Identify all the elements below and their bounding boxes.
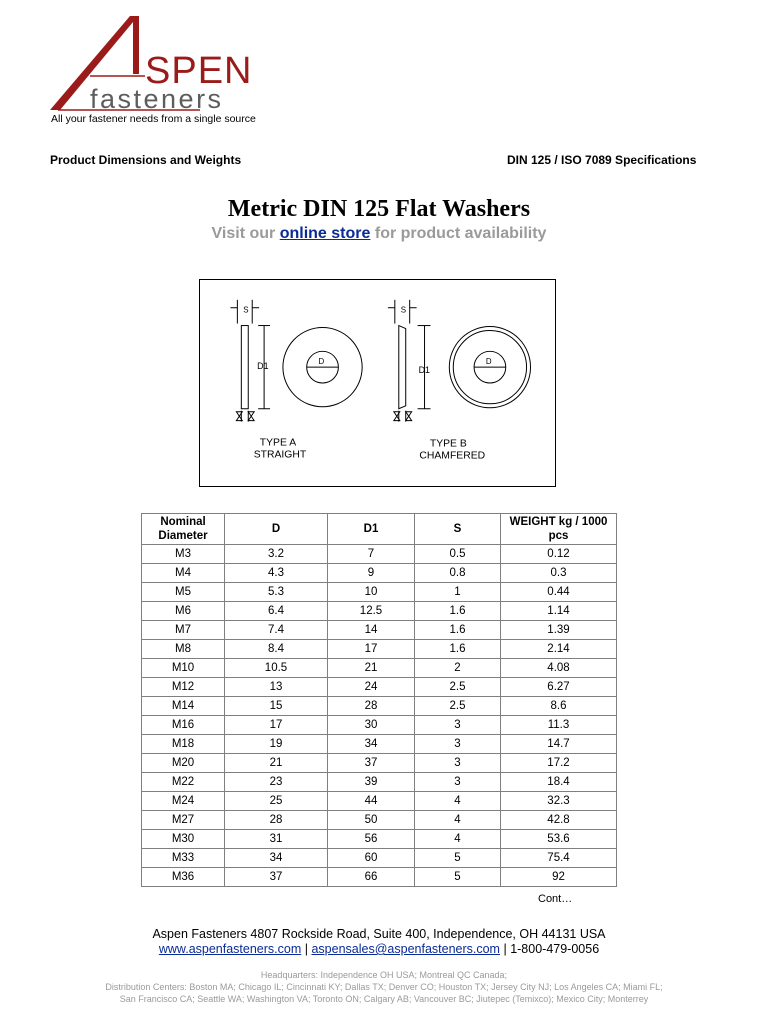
type-b-d1-label: D1 [418,365,430,376]
type-b-d-label: D [485,357,492,367]
table-cell: 2.14 [501,640,617,659]
table-cell: 3 [415,754,501,773]
table-cell: 0.44 [501,583,617,602]
washer-diagram [199,279,556,487]
logo-subtitle: fasteners [90,84,224,114]
footer-separator: | [304,942,308,956]
table-cell: M5 [142,583,225,602]
table-cell: 18.4 [501,773,617,792]
table-cell: 17 [328,640,415,659]
table-cell: 14 [328,621,415,640]
table-row [142,868,617,887]
table-cell: 66 [328,868,415,887]
table-cell: M20 [142,754,225,773]
distribution-line-1: Distribution Centers: Boston MA; Chicago IL; Cincinnati KY; Dallas TX; Denver CO; Houston TX; Jersey City NJ; Los Angeles CA; Miami FL; [105,982,663,992]
table-cell: 15 [225,697,328,716]
table-cell: 5 [415,849,501,868]
type-a-caption-2: STRAIGHT [253,449,307,461]
column-header: D [225,514,328,545]
table-row [142,659,617,678]
table-cell: 5.3 [225,583,328,602]
table-cell: 4 [415,830,501,849]
footer-address: Aspen Fasteners 4807 Rockside Road, Suite 400, Independence, OH 44131 USA [152,927,606,941]
table-cell: 34 [225,849,328,868]
table-cell: 21 [225,754,328,773]
table-cell: 8.6 [501,697,617,716]
table-cell: M27 [142,811,225,830]
table-cell: 44 [328,792,415,811]
table-cell: M18 [142,735,225,754]
table-row [142,716,617,735]
table-row [142,545,617,564]
table-cell: 19 [225,735,328,754]
table-cell: M8 [142,640,225,659]
website-link[interactable]: www.aspenfasteners.com [158,942,302,956]
table-cell: 2.5 [415,697,501,716]
email-link[interactable]: aspensales@aspenfasteners.com [311,942,500,956]
table-cell: 4 [415,792,501,811]
column-header: S [415,514,501,545]
table-row [142,735,617,754]
visit-line [0,225,758,243]
table-cell: 3.2 [225,545,328,564]
column-header: WEIGHT kg / 1000 pcs [501,514,617,545]
table-cell: 7.4 [225,621,328,640]
table-cell: M4 [142,564,225,583]
table-cell: 6.27 [501,678,617,697]
table-cell: 10 [328,583,415,602]
table-row [142,621,617,640]
table-cell: 10.5 [225,659,328,678]
table-cell: 30 [328,716,415,735]
table-cell: M30 [142,830,225,849]
table-cell: 53.6 [501,830,617,849]
table-cell: 4 [415,811,501,830]
table-cell: 3 [415,773,501,792]
visit-after: for product availability [374,225,547,242]
type-b-s-label: S [400,305,407,315]
table-cell: 1.39 [501,621,617,640]
table-cell: 1.6 [415,621,501,640]
table-cell: 56 [328,830,415,849]
visit-before: Visit our [211,225,276,242]
type-a-d1-label: D1 [257,361,269,372]
table-cell: M24 [142,792,225,811]
table-cell: 1.6 [415,640,501,659]
table-cell: 32.3 [501,792,617,811]
table-cell: 0.8 [415,564,501,583]
table-row [142,830,617,849]
table-cell: 14.7 [501,735,617,754]
table-cell: 13 [225,678,328,697]
table-cell: 21 [328,659,415,678]
table-cell: 50 [328,811,415,830]
table-cell: 8.4 [225,640,328,659]
table-cell: 6.4 [225,602,328,621]
spec-table [141,513,617,887]
logo-tagline: All your fastener needs from a single source [51,113,256,125]
table-row [142,811,617,830]
table-row [142,792,617,811]
table-row [142,697,617,716]
table-cell: M12 [142,678,225,697]
table-row [142,602,617,621]
table-cell: 1.14 [501,602,617,621]
table-cell: 17.2 [501,754,617,773]
table-cell: 7 [328,545,415,564]
table-cell: 75.4 [501,849,617,868]
table-cell: 2 [415,659,501,678]
table-row [142,640,617,659]
table-cell: 11.3 [501,716,617,735]
table-cell: 0.12 [501,545,617,564]
column-header: Nominal Diameter [142,514,225,545]
page-title: Metric DIN 125 Flat Washers [227,196,531,222]
table-header-row [142,514,617,545]
table-cell: M22 [142,773,225,792]
logo-letters: SPEN [145,50,253,92]
continued-note: Cont… [538,893,573,905]
table-row [142,678,617,697]
table-cell: 25 [225,792,328,811]
type-a-caption-1: TYPE A [259,437,297,449]
table-cell: 0.5 [415,545,501,564]
header-right: DIN 125 / ISO 7089 Specifications [507,153,697,167]
table-cell: 23 [225,773,328,792]
table-cell: 5 [415,868,501,887]
table-cell: 4.3 [225,564,328,583]
header-left: Product Dimensions and Weights [50,153,242,167]
table-row [142,583,617,602]
table-cell: 0.3 [501,564,617,583]
table-cell: 1.6 [415,602,501,621]
table-cell: 28 [328,697,415,716]
table-row [142,773,617,792]
distribution-line-2: San Francisco CA; Seattle WA; Washington VA; Toronto ON; Calgary AB; Vancouver BC; Jiutepec (Temixco); Mexico City; Monterrey [119,994,649,1004]
table-row [142,754,617,773]
table-cell: 3 [415,735,501,754]
type-a-d-label: D [318,357,325,367]
table-cell: 39 [328,773,415,792]
table-cell: 31 [225,830,328,849]
table-cell: M6 [142,602,225,621]
table-cell: M33 [142,849,225,868]
table-row [142,849,617,868]
table-cell: 12.5 [328,602,415,621]
table-cell: 37 [328,754,415,773]
table-cell: 34 [328,735,415,754]
online-store-link[interactable]: online store [279,225,371,242]
type-a-s-label: S [243,305,249,315]
table-cell: 9 [328,564,415,583]
table-cell: 37 [225,868,328,887]
table-row [142,564,617,583]
table-cell: 92 [501,868,617,887]
table-cell: 17 [225,716,328,735]
table-cell: 2.5 [415,678,501,697]
table-cell: 60 [328,849,415,868]
table-cell: M16 [142,716,225,735]
table-cell: M36 [142,868,225,887]
table-cell: 4.08 [501,659,617,678]
table-cell: M3 [142,545,225,564]
table-cell: M14 [142,697,225,716]
table-cell: M7 [142,621,225,640]
type-b-caption-1: TYPE B [429,438,467,450]
table-cell: M10 [142,659,225,678]
table-cell: 3 [415,716,501,735]
table-cell: 28 [225,811,328,830]
table-cell: 24 [328,678,415,697]
column-header: D1 [328,514,415,545]
table-cell: 1 [415,583,501,602]
headquarters-line: Headquarters: Independence OH USA; Montreal QC Canada; [260,970,508,980]
phone-number: | 1-800-479-0056 [503,942,600,956]
table-cell: 42.8 [501,811,617,830]
footer-contact [0,942,758,956]
type-b-caption-2: CHAMFERED [419,450,486,462]
